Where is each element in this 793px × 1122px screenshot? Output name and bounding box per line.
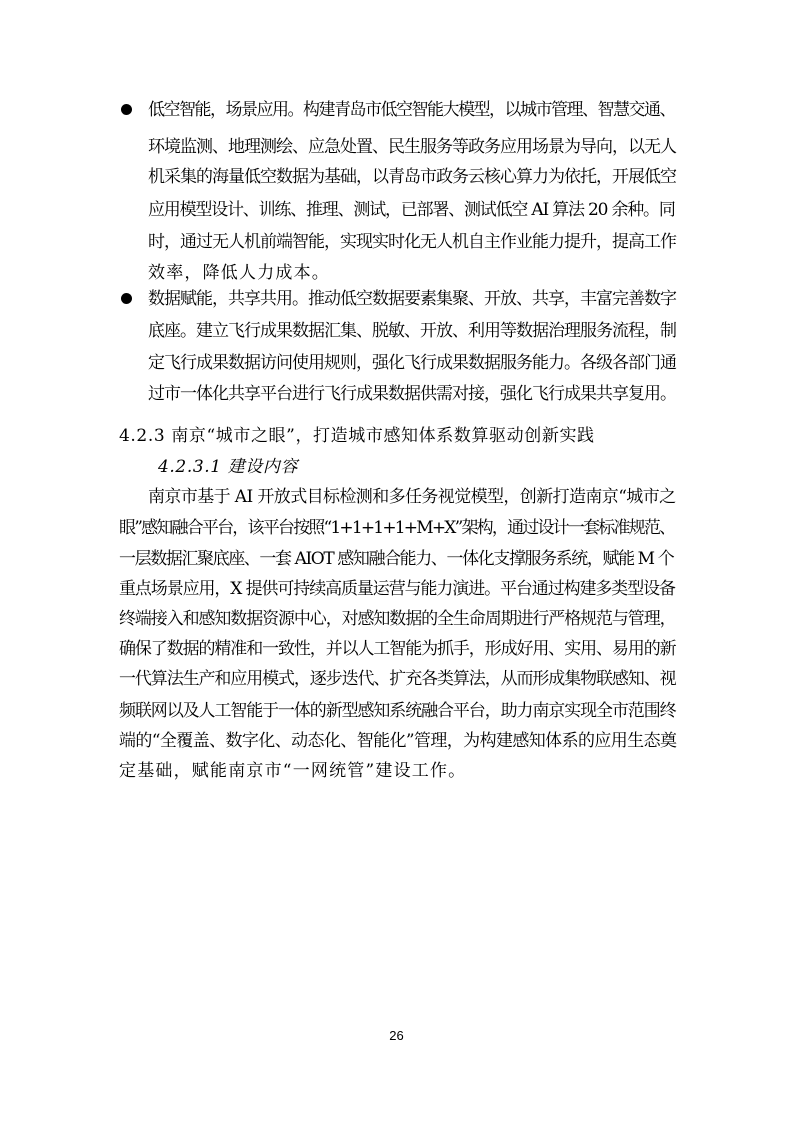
paragraph-line: 确保了数据的精准和一致性，并以人工智能为抓手，形成好用、实用、易用的新 (119, 639, 676, 659)
bullet1-line: 效率，降低人力成本。 (148, 263, 330, 283)
paragraph-line: 一代算法生产和应用模式，逐步迭代、扩充各类算法，从而形成集物联感知、视 (119, 669, 676, 689)
page-number: 26 (389, 1028, 404, 1043)
bullet1-line: 低空智能，场景应用。构建青岛市低空智能大模型，以城市管理、智慧交通、 (148, 100, 675, 120)
bullet-dot-icon (121, 104, 132, 115)
bullet1-line: 应用模型设计、训练、推理、测试，已部署、测试低空 AI 算法 20 余种。同 (148, 200, 675, 220)
paragraph-line: 终端接入和感知数据资源中心，对感知数据的全生命周期进行严格规范与管理， (119, 609, 676, 629)
paragraph-line: 重点场景应用，X 提供可持续高质量运营与能力演进。平台通过构建多类型设备 (119, 579, 675, 599)
section-heading: 4.2.3 南京“城市之眼”，打造城市感知体系数算驱动创新实践 (119, 426, 595, 446)
subsection-heading: 4.2.3.1 建设内容 (158, 457, 299, 477)
paragraph-line: 一层数据汇聚底座、一套 AIOT 感知融合能力、一体化支撑服务系统，赋能 M 个 (119, 549, 674, 569)
bullet2-line: 定飞行成果数据访问使用规则，强化飞行成果数据服务能力。各级各部门通 (148, 353, 676, 373)
bullet1-line: 环境监测、地理测绘、应急处置、民生服务等政务应用场景为导向，以无人 (148, 137, 676, 157)
paragraph-line: 定基础，赋能南京市“一网统管”建设工作。 (119, 761, 467, 781)
bullet2-line: 数据赋能，共享共用。推动低空数据要素集聚、开放、共享，丰富完善数字 (148, 289, 676, 309)
bullet2-line: 底座。建立飞行成果数据汇集、脱敏、开放、利用等数据治理服务流程，制 (148, 321, 676, 341)
paragraph-line: 南京市基于 AI 开放式目标检测和多任务视觉模型，创新打造南京“城市之 (148, 487, 676, 507)
paragraph-line: 眼”感知融合平台，该平台按照“1+1+1+1+M+X”架构，通过设计一套标准规范、 (119, 518, 675, 538)
paragraph-line: 端的“全覆盖、数字化、动态化、智能化”管理，为构建感知体系的应用生态奠 (119, 731, 677, 751)
bullet1-line: 时，通过无人机前端智能，实现实时化无人机自主作业能力提升，提高工作 (148, 232, 676, 252)
bullet-dot-icon (121, 293, 132, 304)
paragraph-line: 频联网以及人工智能于一体的新型感知系统融合平台，助力南京实现全市范围终 (119, 701, 676, 721)
bullet2-line: 过市一体化共享平台进行飞行成果数据供需对接，强化飞行成果共享复用。 (148, 384, 676, 404)
bullet1-line: 机采集的海量低空数据为基础，以青岛市政务云核心算力为依托，开展低空 (148, 167, 676, 187)
